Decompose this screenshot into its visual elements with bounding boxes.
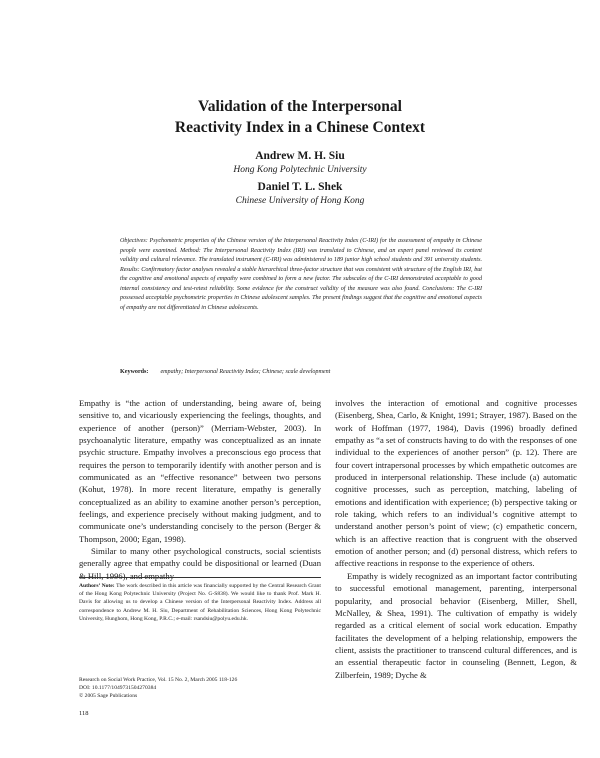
authors-note-text: The work described in this article was financially supported by the Central Research Grant of the Hong Kong Polytechnic University (Project No. G-S838). We would like to thank Prof. Mark H. Davis for allowing us to develop a Chinese version of the Interpersonal Reactivity Index. Address all correspondence to Andrew M. H. Siu, Department of Rehabilitation Sciences, Hong Kong Polytechnic University, Hunghom, Hong Kong, P.R.C.; e-mail: rsandsiu@polyu.edu.hk. xyxy=(79,583,321,622)
journal-citation: Research on Social Work Practice, Vol. 15 No. 2, March 2005 118-126 xyxy=(79,677,238,683)
body-paragraph: Empathy is widely recognized as an important factor contributing to successful emotional management, parenting, interpersonal popularity, and prosocial behavior (Eisenberg, Miller, Shell, McNalley, & Shea, 1991). The cultivation of empathy is widely regarded as a critical element of social work education. Empathy facilitates the development of a helping relationship, empowers the client, assists the practitioner to transcend cultural differences, and is an essential therapeutic factor in counseling (Bennett, Legon, & Zilberfein, 1989; Dyche & xyxy=(335,570,577,680)
title-line-1: Validation of the Interpersonal xyxy=(198,98,402,115)
body-paragraph: Empathy is “the action of understanding, being aware of, being sensitive to, and vicariously experiencing the feelings, thoughts, and experience of another (person)” (Merriam-Webster, 2003). In psychoanalytic literature, empathy was conceptualized as an innate psychic structure. Empathy involves a preconscious ego process that requires the person to temporarily identify with another person and is communicated as an “effective resonance” between two persons (Kohut, 1978). In more recent literature, empathy is generally conceptualized as an ability to examine another person’s perception, feelings, and experience precisely without making judgment, and to communicate one’s understanding concisely to the person (Berger & Thompson, 2000; Egan, 1998). xyxy=(79,398,321,544)
doi: DOI: 10.1177/1049731504270384 xyxy=(79,685,157,692)
authors-note-label: Authors’ Note: xyxy=(79,583,115,589)
title-line-2: Reactivity Index in a Chinese Context xyxy=(174,119,426,136)
author-affiliation: Chinese University of Hong Kong xyxy=(235,196,365,206)
copyright: © 2005 Sage Publications xyxy=(79,693,138,700)
page-number: 118 xyxy=(79,710,89,717)
abstract: Objectives: Psychometric properties of the Chinese version of the Interpersonal Reactivity Index (C-IRI) for the assessment of empathy in Chinese people were examined. Method: The Interpersonal Reactivity Index (IRI) was translated to Chinese, and an expert panel reviewed its content validity and cultural relevance. The translated instrument (C-IRI) was administered to 189 junior high school students and 391 university students. Results: Confirmatory factor analyses revealed a stable hierarchical three-factor structure that was consistent with structure of the English IRI, but the cognitive and emotional aspects of empathy were combined to form a new factor. The subscales of the C-IRI demonstrated acceptable to good internal consistency and test-retest reliability. Some evidence for the construct validity of the measure was also found. Conclusions: The C-IRI possessed acceptable psychometric properties in Chinese adolescent samples. The present findings suggest that the cognitive and emotional aspects of empathy are not differentiated in Chinese adolescents. xyxy=(120,238,482,311)
authors-note xyxy=(79,582,321,623)
author-name: Daniel T. L. Shek xyxy=(257,181,343,193)
body-left-column xyxy=(79,397,321,582)
keywords xyxy=(120,368,482,377)
author-name: Andrew M. H. Siu xyxy=(255,150,345,162)
body-paragraph: Similar to many other psychological constructs, social scientists generally agree that empathy could be dispositional or learned (Duan & Hill, 1996), and empathy xyxy=(79,546,321,581)
article-title xyxy=(60,96,540,138)
keywords-label: Keywords: xyxy=(120,369,149,375)
author-affiliation: Hong Kong Polytechnic University xyxy=(233,165,367,175)
publication-info xyxy=(79,676,321,701)
body-right-column xyxy=(335,397,577,681)
keywords-list: empathy; Interpersonal Reactivity Index; Chinese; scale development xyxy=(160,369,331,375)
footnote-divider xyxy=(79,577,321,578)
body-paragraph: involves the interaction of emotional and cognitive processes (Eisenberg, Shea, Carlo, & Knight, 1991; Strayer, 1987). Based on the work of Hoffman (1977, 1984), Davis (1996) broadly defined empathy as “a set of constructs having to do with the responses of one individual to the experiences of another person” (p. 12). There are four covert intrapersonal processes by which empathetic outcomes are produced in interpersonal relationship. These include (a) automatic cognitive processes, such as perception, matching, labeling of emotions and identification with experience; (b) perspective taking or role taking, which refers to an individual’s cognitive attempt to understand another person’s point of view; (c) empathetic concern, which is an affective reaction that is congruent with the observed emotion of another person; and (d) personal distress, which refers to affective reactions in response to the experience of others. xyxy=(335,398,577,569)
